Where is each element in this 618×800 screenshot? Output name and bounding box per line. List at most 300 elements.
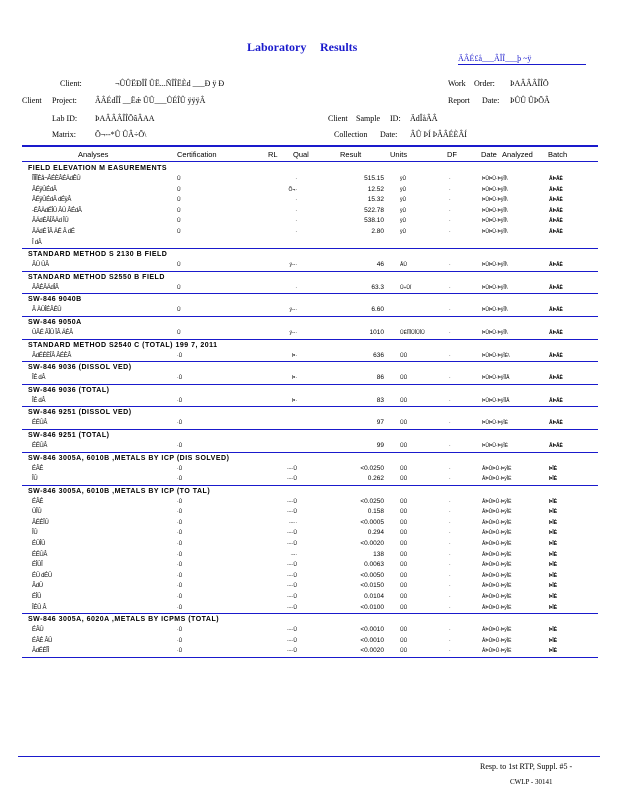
table-row [22, 625, 598, 636]
batch-cell: ÞÎÈ [549, 530, 558, 537]
batch-cell: ÞÎÈ [549, 604, 558, 611]
date-analyzed-cell: ÞÛÞÛ·ÞÿÎÎÂ [482, 397, 510, 404]
result-cell: <0.0100 [360, 603, 384, 611]
batch-cell: ÂÞÂÈ [549, 352, 563, 359]
collection-value: ÂÛ ÞÍ ÞÂÂÉÈÂÍ [410, 130, 467, 139]
certification-cell: ·Û [177, 637, 183, 644]
table-row [22, 581, 598, 592]
rl-cell: ·--·Û [286, 509, 297, 516]
analyte-cell: ÂÛ ÛÂ [32, 262, 49, 269]
method-section [22, 430, 598, 453]
batch-cell: ÂÞÂÈ [549, 218, 563, 225]
col-df: DF [447, 150, 457, 159]
certification-cell: Û [177, 218, 181, 225]
rl-cell: ·--·Û [286, 562, 297, 569]
analyte-cell: ÂÄdÉÂÎÂÄd ÎÛ [32, 218, 69, 225]
result-cell: 15.32 [367, 196, 384, 204]
analyte-cell: ÉÂÉ [32, 498, 44, 505]
units-cell: ÛÛ [400, 509, 408, 516]
df-cell: · [449, 530, 451, 537]
table-row [22, 603, 598, 614]
batch-cell: ÞÎÈ [549, 594, 558, 601]
col-qual: Qual [293, 150, 309, 159]
df-cell: · [449, 207, 451, 214]
result-cell: 97 [376, 419, 384, 427]
certification-cell: ·Û [177, 498, 183, 505]
date-analyzed-cell: ÂÞÛÞÛ·ÞÿÎÉ [482, 637, 512, 644]
table-row [22, 474, 598, 485]
analyte-cell: ÉÉÛÂ [32, 551, 48, 558]
df-cell: · [449, 572, 451, 579]
analyte-cell: ÂÄdÉ ÎÂ ÄÉ Â dÉ [32, 228, 75, 235]
date-analyzed-cell: ÂÞÛÞÛ·ÞÿÎÉ [482, 541, 512, 548]
certification-cell: ·Û [177, 594, 183, 601]
date-analyzed-cell: ÞÛÞÛ·ÞÿÎÎ\ [482, 307, 508, 314]
result-cell: 46 [376, 261, 384, 269]
top-right-code: ÄÂÉ£å___ÂÎÎ___þ ~ÿ [458, 54, 532, 63]
rl-cell: · [295, 228, 297, 235]
certification-cell: ·Û [177, 509, 183, 516]
result-cell: 538.10 [364, 217, 384, 225]
workorder-label-b: Order: [474, 79, 495, 88]
certification-cell: ·Û [177, 604, 183, 611]
result-cell: 99 [376, 441, 384, 449]
date-analyzed-cell: ÂÞÛÞÛ·ÞÿÎÉ [482, 604, 512, 611]
batch-cell: ÂÞÂÈ [549, 197, 563, 204]
date-analyzed-cell: ÂÞÛÞÛ·ÞÿÎÉ [482, 572, 512, 579]
result-cell: <0.0250 [360, 497, 384, 505]
project-label-a: Client [22, 96, 42, 105]
certification-cell: Û [177, 228, 181, 235]
analyte-cell: ÂÉÉÎÛ [32, 519, 49, 526]
batch-cell: ÂÞÂÈ [549, 442, 563, 449]
batch-cell: ÞÎÈ [549, 637, 558, 644]
result-cell: 522.78 [364, 206, 384, 214]
result-cell: <0.0250 [360, 464, 384, 472]
method-section [22, 385, 598, 408]
certification-cell: Û [177, 207, 181, 214]
labid-value: ÞAÂÂÂÎÎÕâÂAA [95, 114, 155, 123]
table-row [22, 518, 598, 529]
df-cell: · [449, 519, 451, 526]
df-cell: · [449, 397, 451, 404]
batch-cell: ÞÎÈ [549, 551, 558, 558]
df-cell: · [449, 541, 451, 548]
header-rule-bottom [22, 161, 598, 162]
batch-cell: ÞÎÈ [549, 509, 558, 516]
rl-cell: · [295, 218, 297, 225]
result-cell: 86 [376, 374, 384, 382]
result-cell: 636 [373, 351, 384, 359]
result-cell: <0.0050 [360, 571, 384, 579]
table-row [22, 539, 598, 550]
col-date: Date [481, 150, 497, 159]
rl-cell: ·--·Û [286, 572, 297, 579]
date-analyzed-cell: ÂÞÛÞÛ·ÞÿÎÉ [482, 465, 512, 472]
analyte-cell: Â ÄÛÎÉÂÉÛ [32, 307, 62, 314]
workorder-label-a: Work [448, 79, 466, 88]
table-row [22, 418, 598, 429]
reportdate-label-b: Date: [482, 96, 500, 105]
method-section-title: SW-846 3005A, 6020A ,METALS BY ICPMS (TOTAL) [28, 616, 220, 624]
df-cell: · [449, 197, 451, 204]
table-row [22, 497, 598, 508]
batch-cell: ÂÞÂÈ [549, 307, 563, 314]
analyte-cell: ÉÎÛÎ [32, 562, 43, 569]
table-row [22, 592, 598, 603]
rl-cell: ·--·Û [286, 648, 297, 655]
table-row [22, 195, 598, 206]
result-cell: <0.0010 [360, 626, 384, 634]
date-analyzed-cell: ÂÞÛÞÛ·ÞÿÎÉ [482, 551, 512, 558]
certification-cell: ·Û [177, 352, 183, 359]
table-row [22, 560, 598, 571]
df-cell: · [449, 228, 451, 235]
units-cell: ÛÛ [400, 498, 408, 505]
batch-cell: ÂÞÂÈ [549, 420, 563, 427]
analyte-cell: ÉÉÛÂ [32, 442, 48, 449]
rl-cell: ·--·Û [286, 637, 297, 644]
date-analyzed-cell: ÞÛÞÛ·ÞÿÎÎÂ [482, 375, 510, 382]
analyte-cell: ÛÂÉ ÂÎÛ ÎÂ ÄÉÂ [32, 329, 73, 336]
method-section-title: STANDARD METHOD S 2130 B FIELD [28, 251, 168, 259]
result-cell: <0.0150 [360, 582, 384, 590]
analyte-cell: ÉÎÛ [32, 594, 42, 601]
footer-doc-number: CWLP - 30141 [510, 778, 553, 786]
units-cell: ÛÛ [400, 530, 408, 537]
method-section-title: SW-846 9251 (TOTAL) [28, 431, 110, 439]
col-analyzed: Analyzed [502, 150, 533, 159]
units-cell: ÛÉÎÎÎÛÎÛÎÛ [400, 329, 425, 336]
analyte-cell: ÂdÉÉÎÎ [32, 648, 49, 655]
batch-cell: ÞÎÈ [549, 627, 558, 634]
result-cell: <0.0005 [360, 518, 384, 526]
result-cell: <0.0020 [360, 647, 384, 655]
method-section-title: SW-846 3005A, 6010B ,METALS BY ICP (TO TAL) [28, 487, 211, 495]
date-analyzed-cell: ÞÛÞÛ·ÞÿÎÎ\ [482, 329, 508, 336]
units-cell: ÛÛ [400, 648, 408, 655]
rl-cell: ÿ--· [289, 307, 297, 314]
df-cell: · [449, 307, 451, 314]
table-row [22, 373, 598, 384]
df-cell: · [449, 352, 451, 359]
rl-cell: Õ¬· [288, 186, 297, 193]
batch-cell: ÂÞÂÈ [549, 262, 563, 269]
analyte-cell: ÉÛ dÉÛ [32, 572, 52, 579]
method-section-title: STANDARD METHOD S2550 B FIELD [28, 273, 165, 281]
batch-cell: ÞÎÈ [549, 648, 558, 655]
df-cell: · [449, 583, 451, 590]
rl-cell: Þ· [292, 352, 297, 359]
df-cell: · [449, 604, 451, 611]
rl-cell: ·--·· [288, 519, 297, 526]
result-cell: 515.15 [364, 175, 384, 182]
df-cell: · [449, 375, 451, 382]
rl-cell: ·--·Û [286, 594, 297, 601]
method-section [22, 362, 598, 385]
certification-cell: ·Û [177, 375, 183, 382]
footer-resp-text: Resp. to 1st RTP, Suppl. #5 - [480, 762, 573, 771]
method-section [22, 294, 598, 317]
rl-cell: ·--·Û [286, 465, 297, 472]
date-analyzed-cell: ÞÛÞÛ·ÞÿÎÎ\ [482, 228, 508, 235]
table-row [22, 351, 598, 362]
method-section-title: SW-846 9036 (TOTAL) [28, 386, 110, 394]
batch-cell: ÞÎÈ [549, 541, 558, 548]
certification-cell: ·Û [177, 648, 183, 655]
analyte-cell: ÉÂÛ [32, 627, 44, 634]
method-section-title: SW-846 9036 (DISSOL VED) [28, 364, 132, 372]
units-cell: ÿÛ [400, 197, 407, 204]
rl-cell: ÿ--· [289, 262, 297, 269]
method-section-title: SW-846 9050A [28, 318, 82, 326]
df-cell: · [449, 284, 451, 291]
df-cell: · [449, 648, 451, 655]
units-cell: ÛÛ [400, 637, 408, 644]
method-section [22, 340, 598, 363]
units-cell: ÛÛ [400, 604, 408, 611]
col-certification: Certification [177, 150, 217, 159]
df-cell: · [449, 176, 451, 182]
table-row [22, 206, 598, 217]
table-row [22, 464, 598, 475]
df-cell: · [449, 329, 451, 336]
certification-cell: ·Û [177, 541, 183, 548]
date-analyzed-cell: ÂÞÛÞÛ·ÞÿÎÉ [482, 509, 512, 516]
date-analyzed-cell: ÞÛÞÛ·ÞÿÎÎ\ [482, 176, 508, 182]
df-cell: · [449, 637, 451, 644]
matrix-label: Matrix: [52, 130, 76, 139]
date-analyzed-cell: ÞÛÞÛ·ÞÿÎÉ\ [482, 352, 510, 359]
table-row [22, 528, 598, 539]
analyte-cell: ÂÂÉÂÄdÎÂ [32, 284, 59, 291]
df-cell: · [449, 562, 451, 569]
rl-cell: ÿ--· [289, 329, 297, 336]
results-table [22, 163, 598, 658]
certification-cell: ·Û [177, 530, 183, 537]
certification-cell: ·Û [177, 551, 183, 558]
analyte-cell: ÉÂÉ ÂÛ [32, 637, 53, 644]
rl-cell: ·--·Û [286, 583, 297, 590]
certification-cell: ·Û [177, 420, 183, 427]
report-title-right: Results [320, 40, 358, 54]
date-analyzed-cell: ÞÛÞÛ·ÞÿÎÉ [482, 420, 509, 427]
df-cell: · [449, 262, 451, 269]
date-analyzed-cell: ÂÞÛÞÛ·ÞÿÎÉ [482, 498, 512, 505]
certification-cell: ·Û [177, 572, 183, 579]
table-row [22, 174, 598, 185]
analyte-cell: ÂdÉÉÈÎÂ ÂÉÈÂ [32, 352, 72, 359]
units-cell: ÛÛ [400, 572, 408, 579]
batch-cell: ÂÞÂÈ [549, 329, 563, 336]
sampleid-label-b: Sample [356, 114, 380, 123]
result-cell: 83 [376, 396, 384, 404]
footer-rule [18, 756, 600, 757]
certification-cell: ·Û [177, 397, 183, 404]
analyte-cell: ÎÎÎÎÈå¬ÂÉÈÂÉÄdÊÛ [32, 176, 81, 182]
analyte-cell: -ÉÂÄdÉÎÛ ÂÛ ÂÉdÂ [32, 207, 82, 214]
df-cell: · [449, 498, 451, 505]
method-section [22, 453, 598, 486]
table-row [22, 283, 598, 294]
result-cell: 63.3 [371, 283, 384, 291]
rl-cell: · [295, 284, 297, 291]
date-analyzed-cell: ÞÛÞÛ·ÞÿÎÎ\ [482, 207, 508, 214]
header-rule-top [22, 145, 598, 147]
table-row [22, 441, 598, 452]
project-value: ÂÂÉdÎÎ __Ëǽ ÛÛ___ÛÉÎÛ ÿÿÿÂ [95, 96, 206, 105]
table-row [22, 238, 598, 249]
certification-cell: ·Û [177, 519, 183, 526]
batch-cell: ÂÞÂÈ [549, 228, 563, 235]
rl-cell: ·--·Û [286, 627, 297, 634]
df-cell: · [449, 509, 451, 516]
df-cell: · [449, 218, 451, 225]
method-section [22, 317, 598, 340]
analyte-cell: ÉÛÎÛ [32, 541, 46, 548]
table-row [22, 185, 598, 196]
units-cell: ÛÛ [400, 594, 408, 601]
workorder-value: ÞAÂÂÂÎÎÕ [510, 79, 549, 88]
units-cell: ÿÛ [400, 228, 407, 235]
table-row [22, 507, 598, 518]
date-analyzed-cell: ÂÞÛÞÛ·ÞÿÎÉ [482, 648, 512, 655]
method-section [22, 163, 598, 249]
certification-cell: Û [177, 197, 181, 204]
client-value: ¬ÛÛËÐÎÎ ÛË...ÑÎÎËÈd ___Ð ÿ Ð [115, 79, 225, 88]
analyte-cell: ÂÉÿÛÉdÂ [32, 186, 57, 193]
result-cell: <0.0010 [360, 636, 384, 644]
labid-label: Lab ID: [52, 114, 78, 123]
units-cell: ÿÛ [400, 207, 407, 214]
batch-cell: ÞÎÈ [549, 519, 558, 526]
units-cell: ÛÛ [400, 476, 408, 483]
sampleid-value: ÄdÎåÂÂ [410, 114, 438, 123]
date-analyzed-cell: ÂÞÛÞÛ·ÞÿÎÉ [482, 519, 512, 526]
date-analyzed-cell: ÞÛÞÛ·ÞÿÎÎ\ [482, 262, 508, 269]
date-analyzed-cell: ÂÞÛÞÛ·ÞÿÎÉ [482, 583, 512, 590]
batch-cell: ÞÎÈ [549, 562, 558, 569]
date-analyzed-cell: ÂÞÛÞÛ·ÞÿÎÉ [482, 594, 512, 601]
certification-cell: Û [177, 307, 181, 314]
result-cell: 0.0063 [364, 561, 384, 569]
certification-cell: ·Û [177, 465, 183, 472]
sampleid-label-c: ID: [390, 114, 401, 123]
batch-cell: ÞÎÈ [549, 476, 558, 483]
certification-cell: ·Û [177, 583, 183, 590]
reportdate-value: ÞÛÛ ÛÞÕÂ [510, 96, 550, 105]
certification-cell: ·Û [177, 442, 183, 449]
units-cell: ÂÛ [400, 262, 407, 269]
table-row [22, 260, 598, 271]
certification-cell: Û [177, 176, 181, 182]
method-section-title: STANDARD METHOD S2540 C (TOTAL) 199 7, 2011 [28, 341, 218, 349]
units-cell: ÛÛ [400, 375, 408, 382]
rl-cell: ·--·Û [286, 541, 297, 548]
df-cell: · [449, 420, 451, 427]
rl-cell: · [295, 176, 297, 182]
analyte-cell: Î dÂ [32, 239, 42, 246]
date-analyzed-cell: ÂÞÛÞÛ·ÞÿÎÉ [482, 476, 512, 483]
matrix-value: Õ¬--*Û ÛÂ÷Õ\ [95, 130, 147, 139]
result-cell: 0.294 [367, 529, 384, 537]
units-cell: Û÷ÛÍ [400, 284, 412, 291]
rl-cell: ·--·Û [286, 530, 297, 537]
units-cell: ÛÛ [400, 583, 408, 590]
method-section [22, 249, 598, 272]
result-cell: 138 [373, 550, 384, 558]
rl-cell: Þ· [292, 375, 297, 382]
analyte-cell: ÎÛ [32, 476, 38, 483]
date-analyzed-cell: ÞÛÞÛ·ÞÿÎÉ [482, 442, 509, 449]
method-section [22, 614, 598, 658]
certification-cell: ·Û [177, 562, 183, 569]
batch-cell: ÞÎÈ [549, 498, 558, 505]
result-cell: 2.80 [371, 227, 384, 235]
units-cell: ÛÛ [400, 420, 408, 427]
date-analyzed-cell: ÞÛÞÛ·ÞÿÎÎ\ [482, 197, 508, 204]
certification-cell: ·Û [177, 627, 183, 634]
units-cell: ÛÛ [400, 562, 408, 569]
method-section-title: FIELD ELEVATION M EASUREMENTS [28, 165, 168, 172]
analyte-cell: ÎÉÛ Â [32, 604, 47, 611]
analyte-cell: ÉÂÉ [32, 465, 44, 472]
batch-cell: ÞÎÈ [549, 583, 558, 590]
rl-cell: ·--·Û [286, 498, 297, 505]
rl-cell: ·--· [290, 551, 297, 558]
batch-cell: ÂÞÂÈ [549, 176, 563, 182]
df-cell: · [449, 627, 451, 634]
units-cell: ÿÛ [400, 186, 407, 193]
method-section [22, 272, 598, 295]
units-cell: ÿÛ [400, 176, 407, 182]
units-cell: ÛÛ [400, 627, 408, 634]
table-row [22, 646, 598, 657]
df-cell: · [449, 551, 451, 558]
units-cell: ÛÛ [400, 465, 408, 472]
reportdate-label-a: Report [448, 96, 470, 105]
batch-cell: ÂÞÂÈ [549, 186, 563, 193]
date-analyzed-cell: ÂÞÛÞÛ·ÞÿÎÉ [482, 530, 512, 537]
result-cell: 12.52 [367, 185, 384, 193]
analyte-cell: ÉÉÛÂ [32, 420, 48, 427]
batch-cell: ÂÞÂÈ [549, 397, 563, 404]
method-section-title: SW-846 9251 (DISSOL VED) [28, 409, 132, 417]
method-section-title: SW-846 3005A, 6010B ,METALS BY ICP (DIS SOLVED) [28, 454, 230, 462]
date-analyzed-cell: ÂÞÛÞÛ·ÞÿÎÉ [482, 627, 512, 634]
analyte-cell: ÛÎÛ [32, 509, 42, 516]
date-analyzed-cell: ÞÛÞÛ·ÞÿÎÎ\ [482, 218, 508, 225]
rl-cell: ·--·Û [286, 476, 297, 483]
col-units: Units [390, 150, 408, 159]
batch-cell: ÞÎÈ [549, 465, 558, 472]
certification-cell: ·Û [177, 476, 183, 483]
col-rl: RL [268, 150, 278, 159]
method-section [22, 486, 598, 615]
result-cell: 0.262 [367, 475, 384, 483]
result-cell: 0.158 [367, 508, 384, 516]
method-section-title: SW-846 9040B [28, 296, 82, 304]
top-right-underline [458, 64, 586, 65]
df-cell: · [449, 476, 451, 483]
batch-cell: ÞÎÈ [549, 572, 558, 579]
rl-cell: · [295, 197, 297, 204]
df-cell: · [449, 594, 451, 601]
units-cell: ÛÛ [400, 551, 408, 558]
rl-cell: Þ· [292, 397, 297, 404]
method-section [22, 407, 598, 430]
result-cell: 6.60 [371, 306, 384, 314]
